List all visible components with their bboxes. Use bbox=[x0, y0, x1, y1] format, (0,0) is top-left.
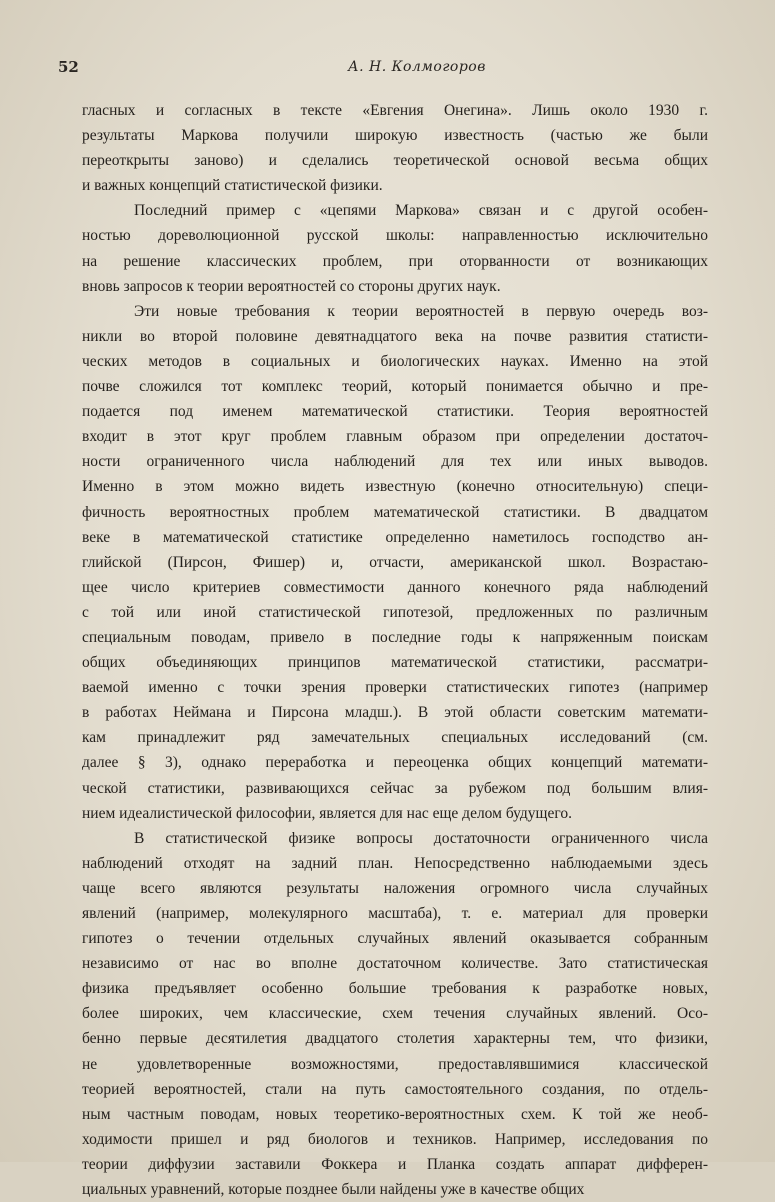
text-line: гипотез о течении отдельных случайных явлений оказывается собранным bbox=[82, 930, 708, 948]
text-line: более широких, чем классические, схем течения случайных явлений. Осо- bbox=[82, 1005, 708, 1023]
text-line: далее § 3), однако переработка и переоценка общих концепций математи- bbox=[82, 754, 708, 772]
text-line: теорией вероятностей, стали на путь самостоятельного создания, по отдель- bbox=[82, 1080, 708, 1098]
paragraph bbox=[82, 198, 708, 298]
text-line: физика предъявляет особенно большие требования к разработке новых, bbox=[82, 980, 708, 998]
text-line: явлений (например, молекулярного масштаба), т. е. материал для проверки bbox=[82, 905, 708, 922]
text-line: Последний пример с «цепями Маркова» связан и с другой особен- bbox=[134, 202, 708, 220]
text-line: ным частным поводам, новых теоретико-вероятностных схем. К той же необ- bbox=[82, 1105, 708, 1123]
text-line: теории диффузии заставили Фоккера и Планка создать аппарат дифферен- bbox=[82, 1155, 708, 1173]
text-line: никли во второй половине девятнадцатого века на почве развития статисти- bbox=[82, 327, 708, 345]
page-number: 52 bbox=[58, 58, 79, 76]
text-body bbox=[82, 98, 708, 1202]
text-line: общих объединяющих принципов математической статистики, рассматри- bbox=[82, 654, 708, 672]
text-line: результаты Маркова получили широкую известность (частью же были bbox=[82, 127, 708, 145]
text-line: не удовлетворенные возможностями, предоставлявшимися классической bbox=[82, 1055, 708, 1073]
text-line: веке в математической статистике определенно наметилось господство ан- bbox=[82, 528, 708, 546]
text-line: фичность вероятностных проблем математической статистики. В двадцатом bbox=[82, 503, 708, 521]
text-line: ностью дореволюционной русской школы: направленностью исключительно bbox=[82, 227, 708, 245]
text-line: ческих методов в социальных и биологических науках. Именно на этой bbox=[82, 352, 708, 370]
text-line: на решение классических проблем, при оторванности от возникающих bbox=[82, 252, 708, 270]
text-line: ческой статистики, развивающихся сейчас за рубежом под большим влия- bbox=[82, 779, 708, 797]
text-line: чаще всего являются результаты наложения огромного числа случайных bbox=[82, 879, 708, 897]
paragraph bbox=[82, 98, 708, 198]
text-line: переоткрыты заново) и сделались теоретической основой весьма общих bbox=[82, 152, 708, 170]
page-header bbox=[58, 58, 718, 82]
paragraph bbox=[82, 299, 708, 826]
text-line: подается под именем математической статистики. Теория вероятностей bbox=[82, 403, 708, 421]
text-line: ходимости пришел и ряд биологов и техников. Например, исследования по bbox=[82, 1130, 708, 1148]
text-line: ности ограниченного числа наблюдений для тех или иных выводов. bbox=[82, 453, 708, 471]
text-line: бенно первые десятилетия двадцатого столетия характерны тем, что физики, bbox=[82, 1030, 708, 1048]
text-line: и важных концепций статистической физики. bbox=[82, 177, 383, 195]
text-line: кам принадлежит ряд замечательных специальных исследований (см. bbox=[82, 729, 708, 747]
text-line: наблюдений отходят на задний план. Непосредственно наблюдаемыми здесь bbox=[82, 854, 708, 872]
text-line: вновь запросов к теории вероятностей со стороны других наук. bbox=[82, 277, 501, 295]
text-line: глийской (Пирсон, Фишер) и, отчасти, американской школ. Возрастаю- bbox=[82, 553, 708, 571]
running-head: А. Н. Колмогоров bbox=[348, 59, 486, 75]
paragraph bbox=[82, 826, 708, 1202]
text-line: в работах Неймана и Пирсона младш.). В этой области советским математи- bbox=[82, 704, 708, 722]
text-line: циальных уравнений, которые позднее были найдены уже в качестве общих bbox=[82, 1181, 585, 1199]
text-line: нием идеалистической философии, является для нас еще делом будущего. bbox=[82, 804, 572, 822]
text-line: почве сложился тот комплекс теорий, который понимается обычно и пре- bbox=[82, 378, 708, 396]
text-line: гласных и согласных в тексте «Евгения Онегина». Лишь около 1930 г. bbox=[82, 102, 708, 119]
text-line: Эти новые требования к теории вероятностей в первую очередь воз- bbox=[134, 302, 708, 320]
text-line: независимо от нас во вполне достаточном количестве. Зато статистическая bbox=[82, 955, 708, 973]
text-line: специальным поводам, привело в последние годы к напряженным поискам bbox=[82, 628, 708, 646]
text-line: Именно в этом можно видеть известную (конечно относительную) специ- bbox=[82, 478, 708, 496]
text-line: ваемой именно с точки зрения проверки статистических гипотез (например bbox=[82, 679, 708, 697]
text-line: щее число критериев совместимости данного конечного ряда наблюдений bbox=[82, 578, 708, 596]
text-line: с той или иной статистической гипотезой, предложенных по различным bbox=[82, 603, 708, 621]
text-line: В статистической физике вопросы достаточности ограниченного числа bbox=[134, 829, 708, 847]
text-line: входит в этот круг проблем главным образом при определении достаточ- bbox=[82, 428, 708, 446]
